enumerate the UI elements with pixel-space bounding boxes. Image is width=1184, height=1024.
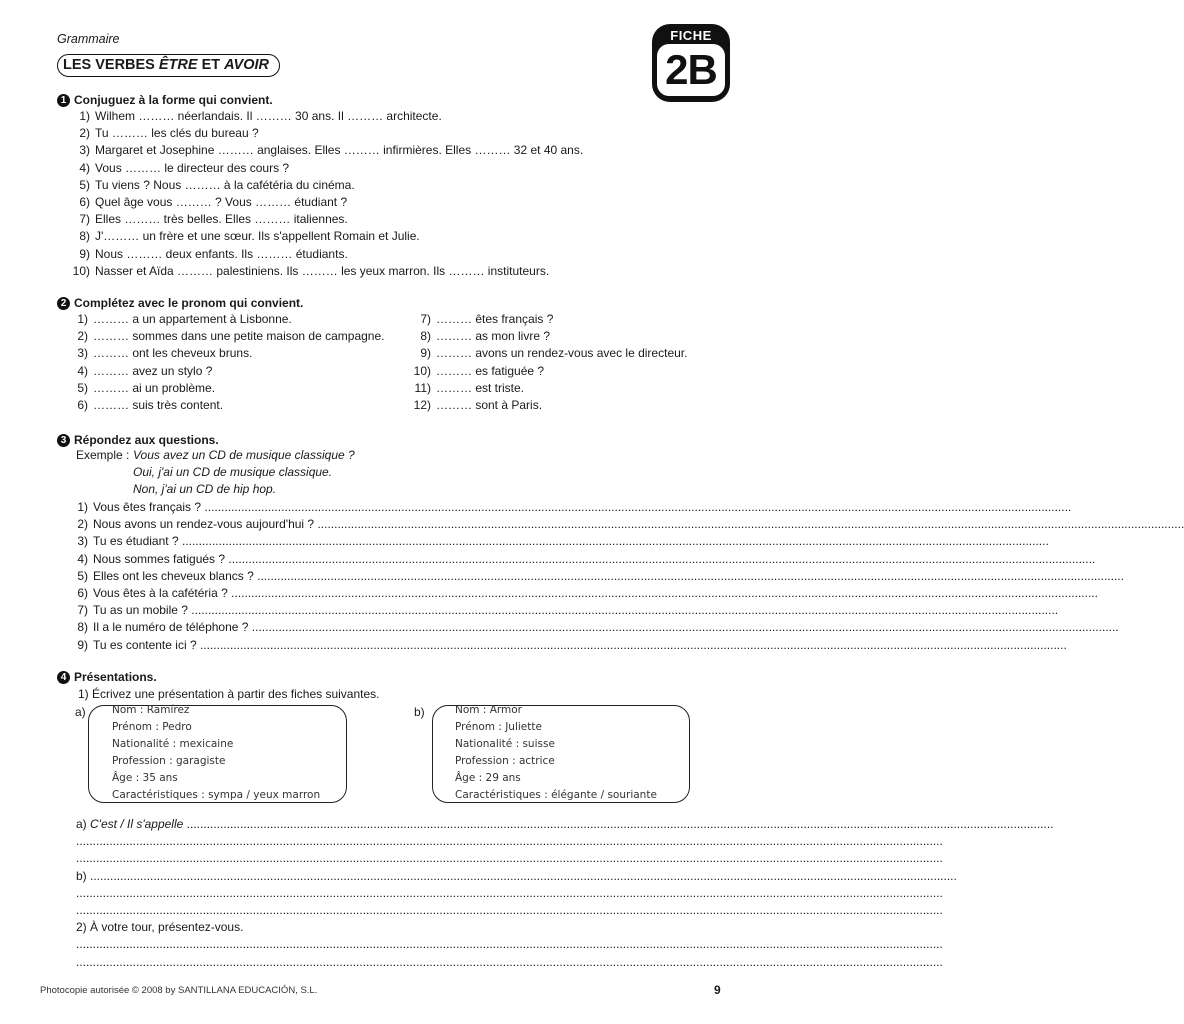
card-b-field: Caractéristiques : élégante / souriante: [455, 789, 657, 801]
ex1-item: 10) Nasser et Aïda ……… palestiniens. Ils ……… les yeux marron. Ils ……… instituteurs.: [72, 263, 550, 278]
card-a-field: Nationalité : mexicaine: [112, 738, 234, 750]
ex3-list: [66, 499, 1184, 654]
card-a-field: Âge : 35 ans: [112, 772, 178, 784]
answer-line[interactable]: ....................................................................................................................................................................................................................................................................: [76, 885, 943, 900]
ex2-left-list: [66, 311, 384, 414]
example-line: Oui, j'ai un CD de musique classique.: [133, 465, 333, 480]
card-a-label: a): [75, 705, 86, 719]
answer-a-line[interactable]: a) C'est / Il s'appelle ....................................................................................................................................................................................................................................................................: [76, 817, 1054, 831]
ex3-item: 2) Nous avons un rendez-vous aujourd'hui ? ....................................................................................................................................................................................................................................................................: [77, 517, 1184, 532]
card-a-field: Profession : garagiste: [112, 755, 226, 767]
ex1-item: 3) Margaret et Josephine ……… anglaises. Elles ……… infirmières. Elles ……… 32 et 40 ans.: [79, 143, 584, 158]
ex3-title: Répondez aux questions.: [74, 433, 219, 447]
section-label: Grammaire: [57, 32, 120, 46]
card-b-label: b): [414, 705, 425, 719]
title-etre: ÊTRE: [158, 57, 198, 73]
card-b-field: Nom : Armor: [455, 704, 523, 716]
ex2-header: [57, 296, 303, 310]
ex4-instruction1: 1) Écrivez une présentation à partir des fiches suivantes.: [78, 687, 380, 701]
page-title: [57, 54, 280, 77]
answer-a-label: a): [76, 817, 87, 831]
ex1-item: 1) Wilhem ……… néerlandais. Il ……… 30 ans. Il ……… architecte.: [79, 109, 442, 123]
title-prefix: LES VERBES: [63, 57, 159, 73]
ex2-right-list: [409, 311, 687, 414]
ex3-example: [133, 447, 355, 499]
ex3-example-label: Exemple :: [76, 448, 130, 462]
ex2-item: 8) ……… as mon livre ?: [420, 329, 551, 344]
ex1-title: Conjuguez à la forme qui convient.: [74, 93, 273, 107]
answer-line[interactable]: ....................................................................................................................................................................................................................................................................: [76, 937, 943, 952]
title-avoir: AVOIR: [224, 57, 270, 73]
ex2-item: 1) ……… a un appartement à Lisbonne.: [77, 312, 292, 326]
ex1-list: [66, 108, 583, 280]
footer-copyright: Photocopie autorisée © 2008 by SANTILLANA EDUCACIÓN, S.L.: [40, 985, 318, 996]
ex1-item: 2) Tu ……… les clés du bureau ?: [79, 126, 259, 141]
answer-b-label: b): [76, 868, 87, 883]
answer-line[interactable]: ....................................................................................................................................................................................................................................................................: [76, 834, 943, 849]
card-a-field: Nom : Ramírez: [112, 704, 190, 716]
ex1-item: 5) Tu viens ? Nous ……… à la cafétéria du cinéma.: [79, 177, 355, 192]
card-b-field: Profession : actrice: [455, 755, 555, 767]
ex1-header: [57, 93, 273, 107]
example-line: Vous avez un CD de musique classique ?: [133, 448, 355, 462]
answer-a-prompt: C'est / Il s'appelle: [90, 817, 184, 831]
ex2-item: 6) ……… suis très content.: [77, 398, 224, 413]
ex4-title: Présentations.: [74, 670, 157, 684]
card-a-field: Caractéristiques : sympa / yeux marron: [112, 789, 321, 801]
card-b-field: Nationalité : suisse: [455, 738, 555, 750]
ex1-number-badge: 1: [57, 94, 70, 107]
ex2-item: 12) ……… sont à Paris.: [413, 398, 543, 413]
title-middle: ET: [197, 57, 225, 73]
ex2-title: Complétez avec le pronom qui convient.: [74, 296, 304, 310]
ex2-number-badge: 2: [57, 297, 70, 310]
fiche-badge: [652, 24, 730, 102]
ex3-item: 1) Vous êtes français ? ....................................................................................................................................................................................................................................................................: [77, 500, 1072, 514]
ex1-item: 6) Quel âge vous ……… ? Vous ……… étudiant ?: [79, 195, 348, 210]
ex3-item: 3) Tu es étudiant ? ....................................................................................................................................................................................................................................................................: [77, 534, 1049, 549]
answer-line[interactable]: ....................................................................................................................................................................................................................................................................: [76, 954, 943, 969]
ex2-item: 10) ……… es fatiguée ?: [413, 363, 545, 378]
fiche-number: 2B: [665, 46, 717, 93]
ex2-item: 9) ……… avons un rendez-vous avec le directeur.: [420, 346, 688, 361]
fiche-label: FICHE: [670, 28, 712, 43]
ex2-item: 11) ……… est triste.: [414, 380, 525, 395]
example-line: Non, j'ai un CD de hip hop.: [133, 482, 277, 497]
ex1-item: 9) Nous ……… deux enfants. Ils ……… étudiants.: [79, 246, 348, 261]
ex2-item: 7) ……… êtes français ?: [420, 312, 554, 326]
ex3-item: 6) Vous êtes à la cafétéria ? ....................................................................................................................................................................................................................................................................: [77, 586, 1098, 601]
page-number: 9: [714, 983, 721, 997]
card-b-field: Prénom : Juliette: [455, 721, 542, 733]
ex3-item: 4) Nous sommes fatigués ? ....................................................................................................................................................................................................................................................................: [77, 551, 1096, 566]
ex3-item: 5) Elles ont les cheveux blancs ? ....................................................................................................................................................................................................................................................................: [77, 568, 1124, 583]
ex3-item: 8) Il a le numéro de téléphone ? ....................................................................................................................................................................................................................................................................: [77, 620, 1119, 635]
card-a-content: [112, 702, 320, 804]
ex1-item: 8) J'……… un frère et une sœur. Ils s'appellent Romain et Julie.: [79, 229, 420, 244]
card-b-content: [455, 702, 657, 804]
ex3-header: [57, 433, 219, 447]
ex4-header: [57, 670, 157, 684]
ex4-answers: [76, 816, 1054, 971]
ex3-item: 9) Tu es contente ici ? ....................................................................................................................................................................................................................................................................: [77, 637, 1067, 652]
ex2-item: 3) ……… ont les cheveux bruns.: [77, 346, 253, 361]
ex3-number-badge: 3: [57, 434, 70, 447]
answer-line[interactable]: ....................................................................................................................................................................................................................................................................: [76, 851, 943, 866]
card-b-field: Âge : 29 ans: [455, 772, 521, 784]
ex4-number-badge: 4: [57, 671, 70, 684]
ex2-item: 2) ……… sommes dans une petite maison de campagne.: [77, 329, 385, 344]
answer-b-line[interactable]: b) ....................................................................................................................................................................................................................................................................: [76, 868, 957, 883]
ex2-item: 4) ……… avez un stylo ?: [77, 363, 213, 378]
ex1-item: 7) Elles ……… très belles. Elles ……… italiennes.: [79, 212, 348, 227]
ex4-instruction2: 2) À votre tour, présentez-vous.: [76, 920, 244, 935]
ex1-item: 4) Vous ……… le directeur des cours ?: [79, 160, 290, 175]
fiche-number-box: [657, 44, 725, 96]
card-a-field: Prénom : Pedro: [112, 721, 192, 733]
answer-line[interactable]: ....................................................................................................................................................................................................................................................................: [76, 903, 943, 918]
ex2-item: 5) ……… ai un problème.: [77, 380, 216, 395]
ex3-item: 7) Tu as un mobile ? ....................................................................................................................................................................................................................................................................: [77, 603, 1059, 618]
